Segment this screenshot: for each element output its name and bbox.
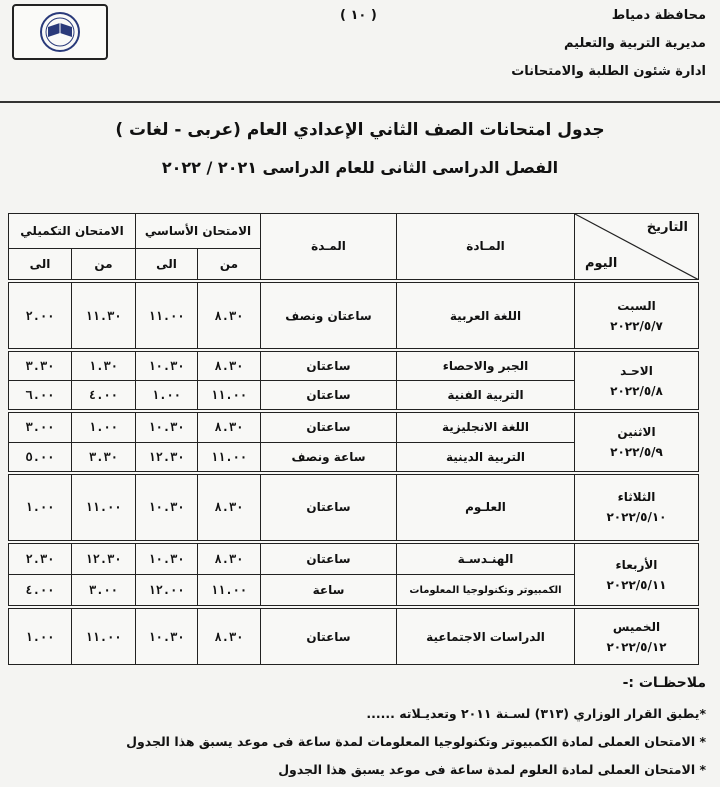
supp-from-header: من (72, 248, 136, 281)
supp-to-cell: ٥.٠٠ (9, 442, 72, 473)
basic-to-cell: ١.٠٠ (136, 381, 198, 412)
subject-cell: الدراسات الاجتماعية (397, 607, 575, 664)
day-cell (575, 281, 699, 350)
page-title: جدول امتحانات الصف الثاني الإعدادي العام (عربى - لغات ) (115, 120, 605, 140)
subject-cell: التربية الفنية (397, 381, 575, 412)
day-name: السبت (617, 298, 656, 313)
basic-from-cell: ١١.٠٠ (198, 381, 261, 412)
duration-header: المـدة (261, 214, 397, 281)
basic-from-header: من (198, 248, 261, 281)
supp-from-cell: ٤.٠٠ (72, 381, 136, 412)
basic-to-cell: ١٠.٣٠ (136, 542, 198, 575)
date-day-header (575, 214, 699, 281)
supp-from-cell: ١١.٠٠ (72, 473, 136, 542)
supp-from-cell: ١٢.٣٠ (72, 542, 136, 575)
supp-from-cell: ٣.٠٠ (72, 575, 136, 608)
table-row (9, 607, 699, 664)
duration-cell: ساعتان (261, 411, 397, 442)
subject-cell: الهنـدسـة (397, 542, 575, 575)
notes-title: ملاحظـات :- (622, 675, 706, 691)
header-divider (0, 101, 720, 103)
supplementary-exam-header: الامتحان التكميلي (9, 214, 136, 249)
subject-cell: اللغة الانجليزية (397, 411, 575, 442)
subject-cell: التربية الدينية (397, 442, 575, 473)
supp-to-cell: ١.٠٠ (9, 607, 72, 664)
basic-from-cell: ٨.٣٠ (198, 542, 261, 575)
directorate-label: مديرية التربية والتعليم (563, 36, 706, 51)
exam-schedule-table (8, 213, 699, 665)
table-row (9, 473, 699, 542)
duration-cell: ساعتان (261, 542, 397, 575)
subject-cell: اللغة العربية (397, 281, 575, 350)
supp-to-cell: ٣.٠٠ (9, 411, 72, 442)
basic-exam-header: الامتحان الأساسي (136, 214, 261, 249)
day-cell (575, 350, 699, 411)
note-item: * الامتحان العملى لمادة الكمبيوتر وتكنولوجيا المعلومات لمدة ساعة فى موعد يسبق هذا الجدول (126, 734, 706, 749)
basic-from-cell: ٨.٣٠ (198, 607, 261, 664)
day-name: الثلاثاء (617, 490, 656, 505)
basic-to-cell: ١٠.٣٠ (136, 473, 198, 542)
basic-to-cell: ١١.٠٠ (136, 281, 198, 350)
subject-cell: الجبر والاحصاء (397, 350, 575, 381)
basic-to-cell: ١٠.٣٠ (136, 350, 198, 381)
day-name: الاحـد (620, 363, 653, 378)
basic-from-cell: ٨.٣٠ (198, 411, 261, 442)
basic-to-cell: ١٢.٠٠ (136, 575, 198, 608)
basic-from-cell: ٨.٣٠ (198, 473, 261, 542)
day-cell (575, 411, 699, 472)
subject-cell: العلـوم (397, 473, 575, 542)
subject-header: المـادة (397, 214, 575, 281)
day-date: ٢٠٢٢/٥/٩ (610, 445, 663, 460)
ministry-logo (12, 4, 108, 60)
supp-to-header: الى (9, 248, 72, 281)
supp-to-cell: ٢.٣٠ (9, 542, 72, 575)
supp-from-cell: ١١.٣٠ (72, 281, 136, 350)
supp-from-cell: ١.٣٠ (72, 350, 136, 381)
day-date: ٢٠٢٢/٥/٨ (610, 383, 663, 398)
date-header-label: التاريخ (646, 220, 688, 235)
basic-from-cell: ٨.٣٠ (198, 281, 261, 350)
basic-to-cell: ١٠.٣٠ (136, 607, 198, 664)
day-name: الاثنين (617, 425, 656, 440)
subject-cell: الكمبيوتر وتكنولوجيا المعلومات (397, 575, 575, 608)
supp-to-cell: ٣.٣٠ (9, 350, 72, 381)
note-item: * الامتحان العملى لمادة العلوم لمدة ساعة فى موعد يسبق هذا الجدول (278, 762, 706, 777)
supp-from-cell: ٣.٣٠ (72, 442, 136, 473)
basic-from-cell: ٨.٣٠ (198, 350, 261, 381)
table-row (9, 350, 699, 381)
supp-from-cell: ١.٠٠ (72, 411, 136, 442)
supp-to-cell: ٢.٠٠ (9, 281, 72, 350)
page-subtitle: الفصل الدراسى الثانى للعام الدراسى ٢٠٢١ / ٢٠٢٢ (161, 158, 559, 177)
basic-to-cell: ١٠.٣٠ (136, 411, 198, 442)
basic-to-cell: ١٢.٣٠ (136, 442, 198, 473)
table-row (9, 542, 699, 575)
note-item: *يطبق القرار الوزاري (٣١٣) لسـنة ٢٠١١ وتعديـلاته ...... (366, 706, 706, 721)
governorate-label: محافظة دمياط (611, 8, 706, 23)
day-header-label: اليوم (585, 255, 618, 271)
page-number: ( ١٠ ) (340, 8, 377, 23)
day-cell (575, 607, 699, 664)
table-row (9, 411, 699, 442)
basic-from-cell: ١١.٠٠ (198, 442, 261, 473)
day-name: الأربعاء (615, 557, 658, 572)
basic-to-header: الى (136, 248, 198, 281)
duration-cell: ساعتان ونصف (261, 281, 397, 350)
department-label: ادارة شئون الطلبة والامتحانات (511, 64, 706, 79)
day-date: ٢٠٢٢/٥/١٠ (606, 510, 667, 525)
supp-to-cell: ٦.٠٠ (9, 381, 72, 412)
duration-cell: ساعتان (261, 350, 397, 381)
day-date: ٢٠٢٢/٥/٧ (610, 318, 663, 333)
day-date: ٢٠٢٢/٥/١١ (606, 577, 667, 592)
supp-to-cell: ٤.٠٠ (9, 575, 72, 608)
duration-cell: ساعة ونصف (261, 442, 397, 473)
duration-cell: ساعتان (261, 607, 397, 664)
day-cell (575, 542, 699, 607)
table-row (9, 281, 699, 350)
day-cell (575, 473, 699, 542)
supp-to-cell: ١.٠٠ (9, 473, 72, 542)
duration-cell: ساعة (261, 575, 397, 608)
supp-from-cell: ١١.٠٠ (72, 607, 136, 664)
duration-cell: ساعتان (261, 473, 397, 542)
day-name: الخميس (612, 619, 661, 634)
basic-from-cell: ١١.٠٠ (198, 575, 261, 608)
duration-cell: ساعتان (261, 381, 397, 412)
day-date: ٢٠٢٢/٥/١٢ (606, 639, 667, 654)
